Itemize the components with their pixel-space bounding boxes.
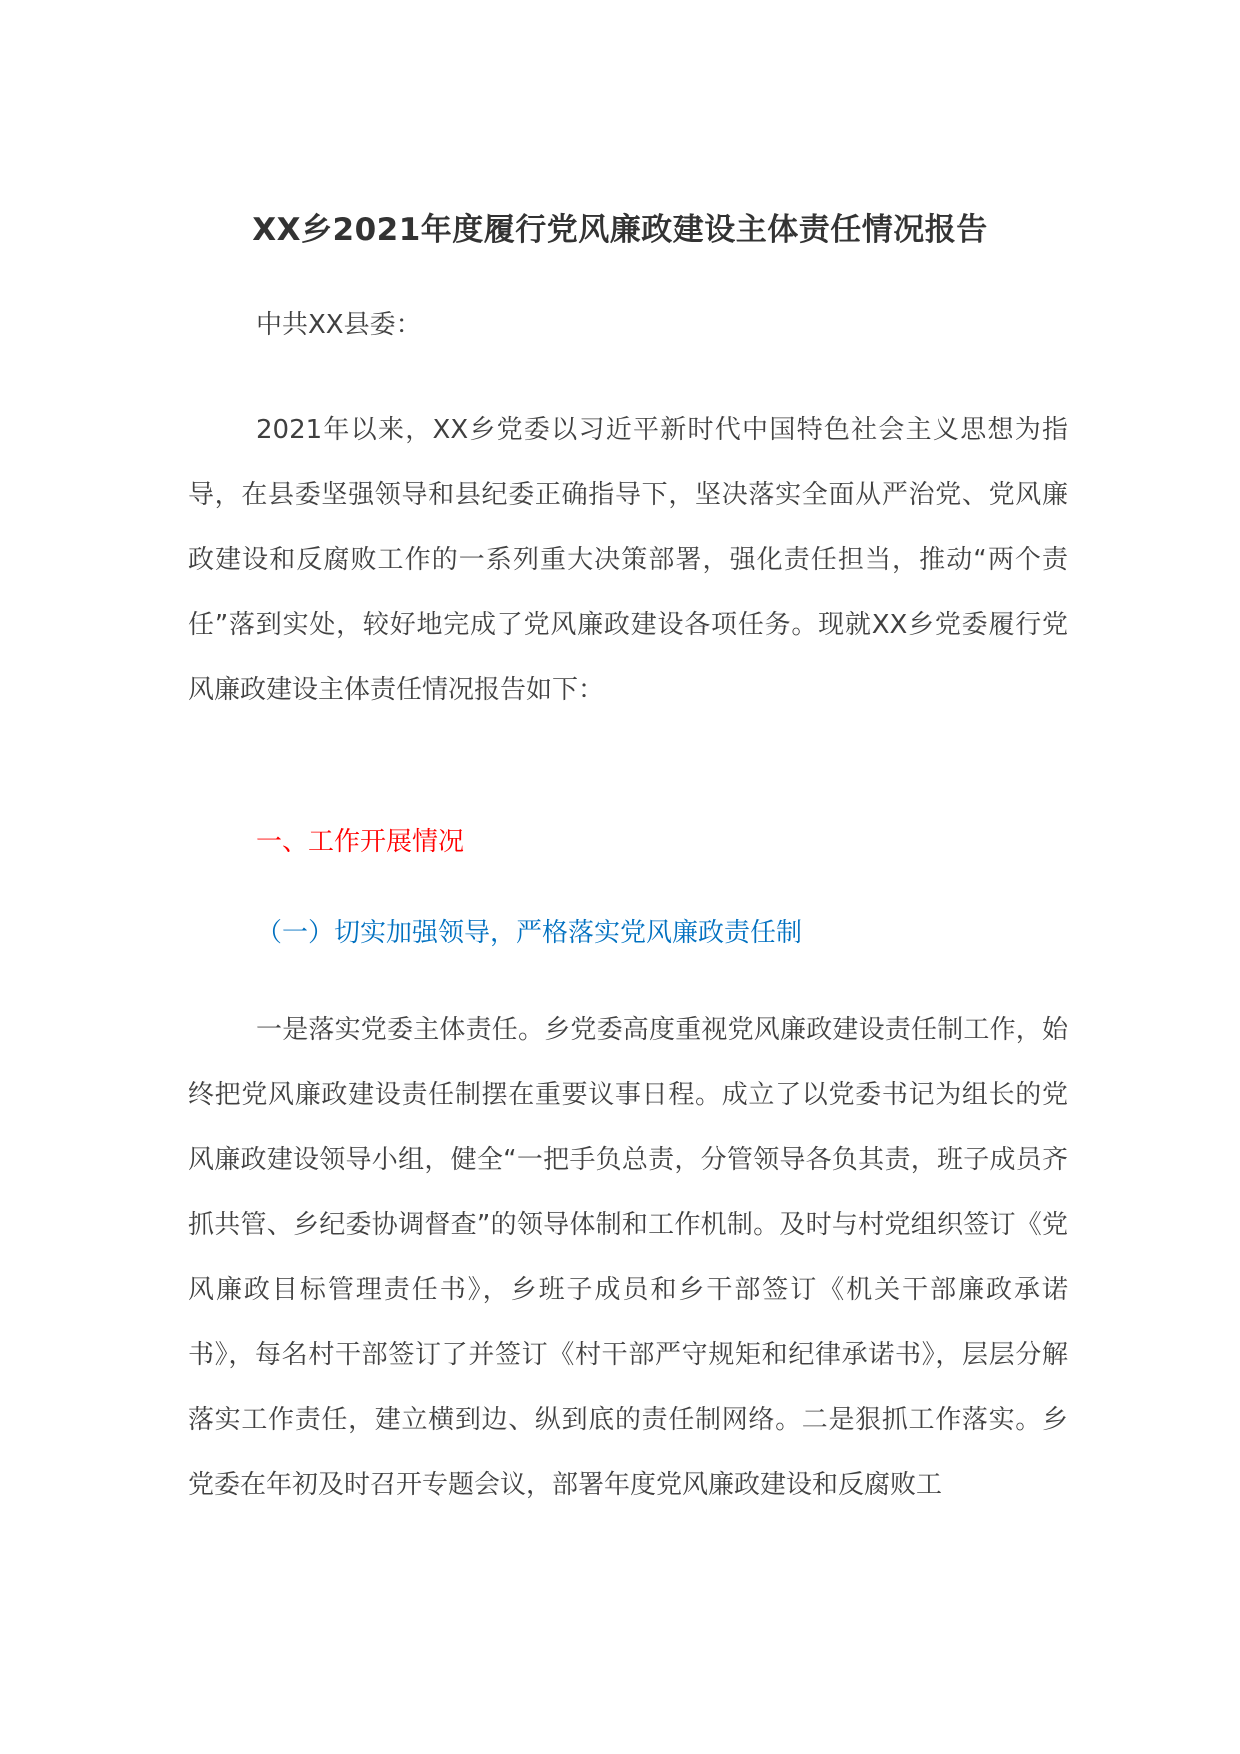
document-title: XX乡2021年度履行党风廉政建设主体责任情况报告 bbox=[252, 212, 988, 248]
salutation: 中共XX县委： bbox=[256, 310, 422, 340]
intro-paragraph: 2021年以来，XX乡党委以习近平新时代中国特色社会主义思想为指导，在县委坚强领导和县纪委正确指导下，坚决落实全面从严治党、党风廉政建设和反腐败工作的一系列重大决策部署，强化责任担当，推动“两个责任”落到实处，较好地完成了党风廉政建设各项任务。现就XX乡党委履行党风廉政建设主体责任情况报告如下： bbox=[188, 415, 1068, 705]
subsection-heading: （一）切实加强领导，严格落实党风廉政责任制 bbox=[256, 918, 803, 948]
body-paragraph: 一是落实党委主体责任。乡党委高度重视党风廉政建设责任制工作，始终把党风廉政建设责任制摆在重要议事日程。成立了以党委书记为组长的党风廉政建设领导小组，健全“一把手负总责，分管领导各负其责，班子成员齐抓共管、乡纪委协调督查”的领导体制和工作机制。及时与村党组织签订《党风廉政目标管理责任书》，乡班子成员和乡干部签订《机关干部廉政承诺书》，每名村干部签订了并签订《村干部严守规矩和纪律承诺书》，层层分解落实工作责任，建立横到边、纵到底的责任制网络。二是狠抓工作落实。乡党委在年初及时召开专题会议，部署年度党风廉政建设和反腐败工 bbox=[188, 1015, 1068, 1500]
section-heading: 一、工作开展情况 bbox=[256, 827, 465, 857]
